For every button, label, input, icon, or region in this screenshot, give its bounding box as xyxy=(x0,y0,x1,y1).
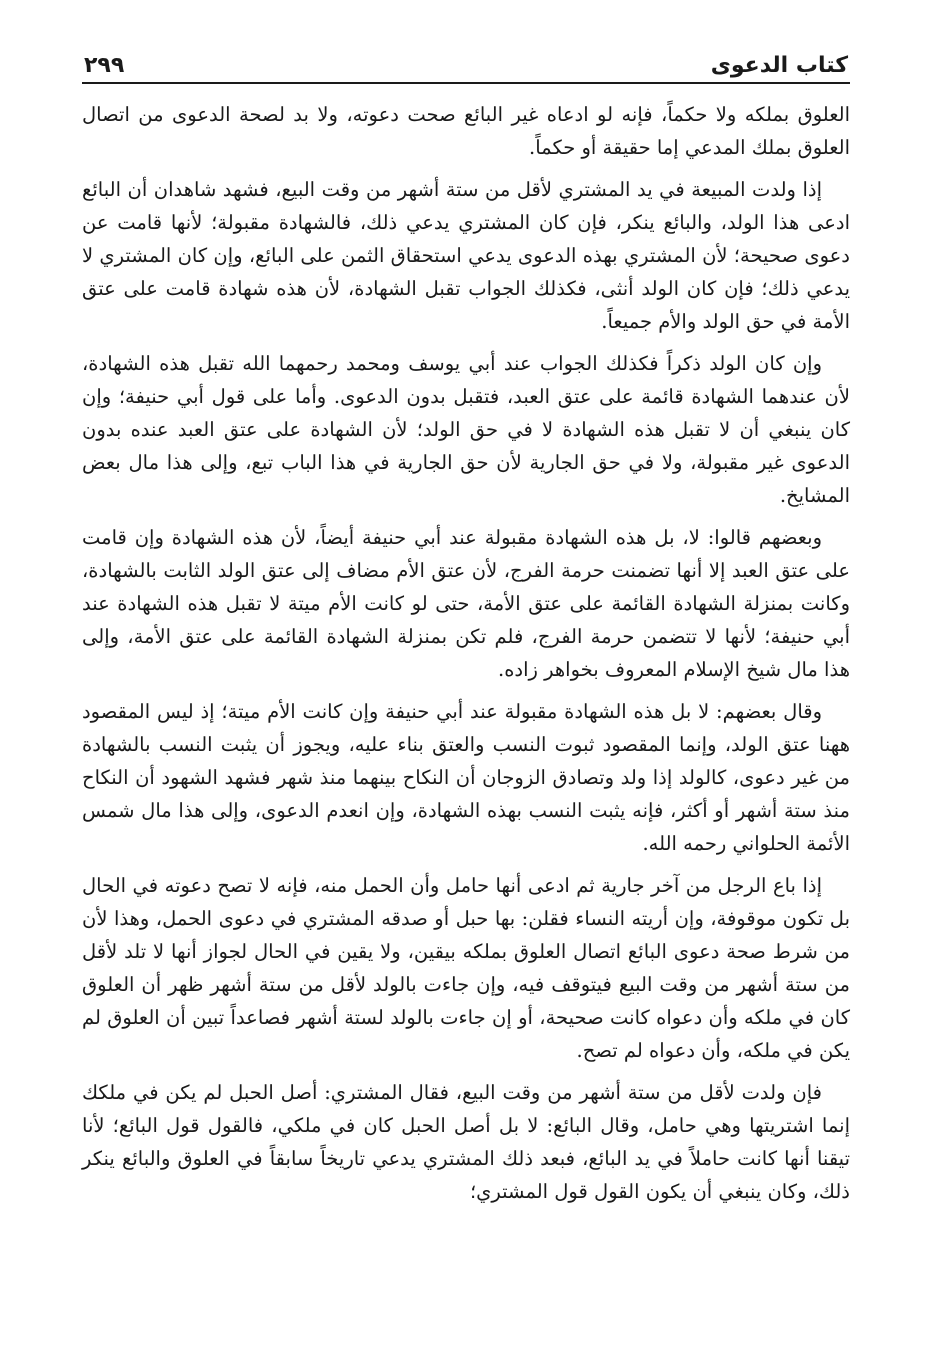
page-number: ٢٩٩ xyxy=(84,53,125,78)
page-body xyxy=(82,98,850,1208)
paragraph: إذا باع الرجل من آخر جارية ثم ادعى أنها حامل وأن الحمل منه، فإنه لا تصح دعوته في الحال بل تكون موقوفة، وإن أريته النساء فقلن: بها حبل أو صدقه المشتري في دعوى الحمل، وهذا لأن من شرط صحة دعوى البائع اتصال العلوق بملكه بيقين، ولا يقين في الحال لجواز أنها لا تلد لأقل من ستة أشهر من وقت البيع فيتوقف فيه، وإن جاءت بالولد لأقل من ستة أشهر ظهر أن العلوق كان في ملكه وأن دعواه كانت صحيحة، أو إن جاءت بالولد لستة أشهر فصاعداً تبين أن العلوق لم يكن في ملكه، وأن دعواه لم تصح. xyxy=(82,874,850,1062)
paragraph: وإن كان الولد ذكراً فكذلك الجواب عند أبي يوسف ومحمد رحمهما الله تقبل هذه الشهادة، لأن عندهما الشهادة قائمة على عتق العبد، فتقبل بدون الدعوى. وأما على قول أبي حنيفة؛ وإن كان ينبغي أن لا تقبل هذه الشهادة لا في حق الولد؛ لأن الشهادة على عتق العبد عنده بدون الدعوى غير مقبولة، ولا في حق الجارية لأن حق الجارية في هذا الباب تبع، وإلى هذا مال بعض المشايخ. xyxy=(82,352,850,507)
paragraph: وقال بعضهم: لا بل هذه الشهادة مقبولة عند أبي حنيفة وإن كانت الأم ميتة؛ إذ ليس المقصود ههنا عتق الولد، وإنما المقصود ثبوت النسب والعتق بناء عليه، ويجوز أن يثبت النسب بالشهادة من غير دعوى، كالولد إذا ولد وتصادق الزوجان أن النكاح بينهما منذ شهر فشهد الشهود أن النكاح منذ ستة أشهر أو أكثر، فإنه يثبت النسب بهذه الشهادة، وإن انعدم الدعوى، وإلى هذا مال شمس الأئمة الحلواني رحمه الله. xyxy=(82,700,850,855)
paragraph: وبعضهم قالوا: لا، بل هذه الشهادة مقبولة عند أبي حنيفة أيضاً، لأن هذه الشهادة وإن قامت على عتق العبد إلا أنها تضمنت حرمة الفرج، لأن عتق الأم مضاف إلى عتق الولد الثابت بالشهادة، وكانت بمنزلة الشهادة القائمة على عتق الأمة، حتى لو كانت الأم ميتة لا تقبل هذه الشهادة عند أبي حنيفة؛ لأنها لا تتضمن حرمة الفرج، فلم تكن بمنزلة الشهادة القائمة على عتق الأمة، وإلى هذا مال شيخ الإسلام المعروف بخواهر زاده. xyxy=(82,526,850,681)
page-header xyxy=(82,38,850,84)
book-page xyxy=(82,38,850,1217)
paragraph: إذا ولدت المبيعة في يد المشتري لأقل من ستة أشهر من وقت البيع، فشهد شاهدان أن البائع ادعى هذا الولد، والبائع ينكر، فإن كان المشتري يدعي ذلك، فالشهادة مقبولة؛ لأنها قامت عن دعوى صحيحة؛ لأن المشتري بهذه الدعوى يدعي استحقاق الثمن على البائع، وإن كان المشتري لا يدعي ذلك؛ فإن كان الولد أنثى، فكذلك الجواب تقبل الشهادة، لأن هذه شهادة قامت على عتق الأمة في حق الولد والأم جميعاً. xyxy=(82,178,850,333)
paragraph: فإن ولدت لأقل من ستة أشهر من وقت البيع، فقال المشتري: أصل الحبل لم يكن في ملكك إنما اشتريتها وهي حامل، وقال البائع: لا بل أصل الحبل كان في ملكي، فالقول قول البائع؛ لأنا تيقنا أنها كانت حاملاً في يد البائع، فبعد ذلك المشتري يدعي تاريخاً سابقاً في العلوق والبائع ينكر ذلك، وكان ينبغي أن يكون القول قول المشتري؛ xyxy=(82,1081,850,1203)
paragraph-continuation: العلوق بملكه ولا حكماً، فإنه لو ادعاه غير البائع صحت دعوته، ولا بد لصحة الدعوى من اتصال العلوق بملك المدعي إما حقيقة أو حكماً. xyxy=(82,103,850,159)
book-title: كتاب الدعوى xyxy=(710,53,848,78)
